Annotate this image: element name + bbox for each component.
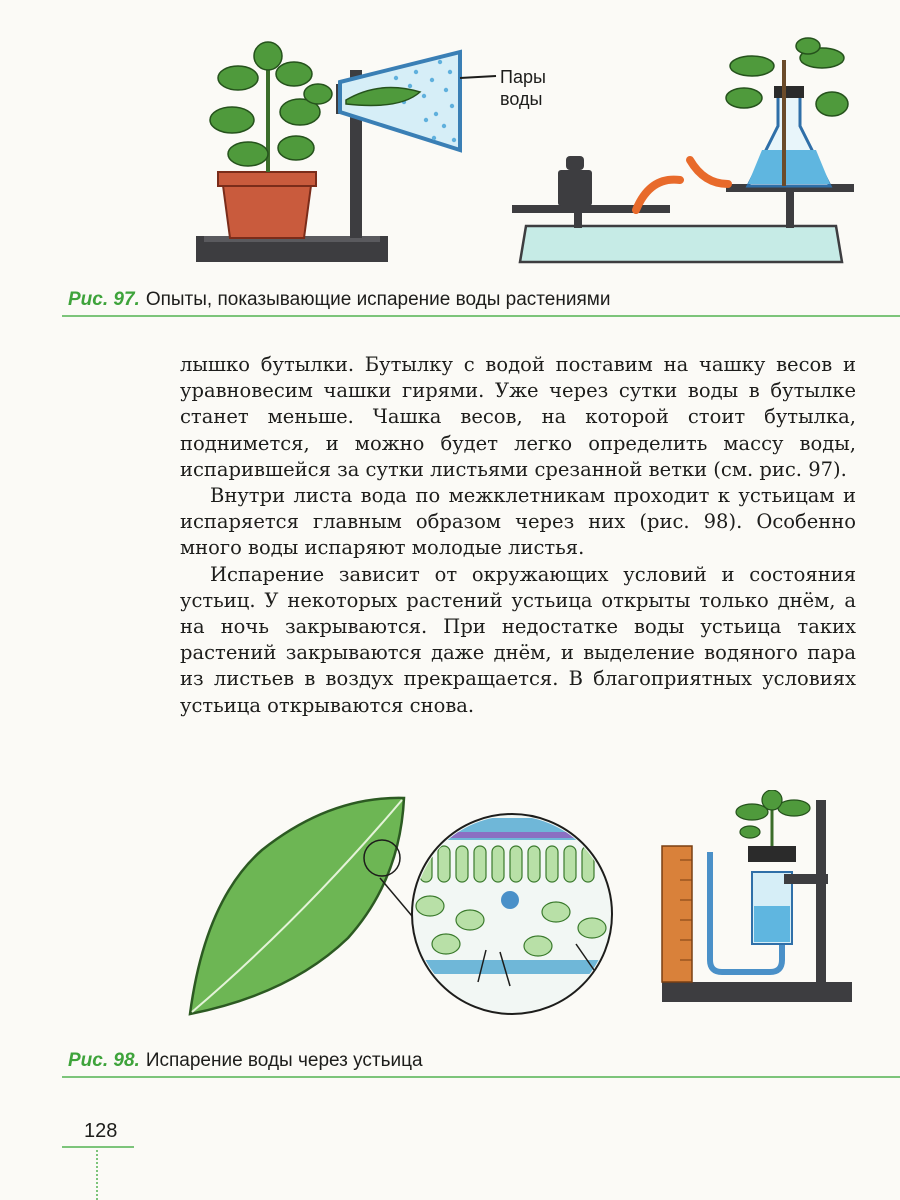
paragraph-1: лышко бутылки. Бутылку с водой поставим на чашку весов и уравновесим чашки гирями. Уже через сутки воды в бутылке станет меньше. Чашка весов, на которой стоит бутылка, поднимется, и можно будет легко определить массу воды, испарившейся за сутки листьями срезанной ветки (см. рис. 97). xyxy=(180,353,856,481)
potted-plant xyxy=(210,42,332,172)
caption-rule-97 xyxy=(62,315,900,317)
figure-97-caption-label: Рис. 97. xyxy=(68,289,140,310)
leaf-cross-section xyxy=(410,814,620,1014)
caption-rule-98 xyxy=(62,1076,900,1078)
vapor-label-line-2: воды xyxy=(500,89,543,109)
scale-pointers xyxy=(636,160,728,210)
page-number-rule xyxy=(62,1146,134,1148)
figure-97-caption xyxy=(68,289,610,311)
vapor-label-line-1: Пары xyxy=(500,67,546,87)
vapor-label xyxy=(500,66,546,110)
figure-98-caption xyxy=(68,1050,423,1072)
flower-pot xyxy=(218,172,316,238)
page-number: 128 xyxy=(84,1120,118,1142)
figure-98-illustration xyxy=(180,790,870,1025)
paragraph-3: Испарение зависит от окружающих условий и состояния устьиц. У некоторых растений устьица открыты только днём, а на ночь закрываются. При недостатке воды устьица таких растений закрываются даже днём, и выделение водяного пара из листьев в воздух прекращается. В благоприятных условиях устьица открываются снова. xyxy=(180,562,856,717)
body-text xyxy=(180,352,856,719)
paragraph-2: Внутри листа вода по межклетникам проходит к устьицам и испаряется главным образом через них (рис. 98). Особенно много воды испаряют молодые листья. xyxy=(180,484,856,560)
potometer-apparatus xyxy=(662,790,852,1002)
leaf xyxy=(190,798,412,1014)
figure-97-caption-text: Опыты, показывающие испарение воды растениями xyxy=(145,289,611,310)
figure-98-caption-text: Испарение воды через устьица xyxy=(145,1050,423,1071)
weight xyxy=(558,156,592,206)
margin-dotted-line xyxy=(96,1150,98,1200)
figure-98-caption-label: Рис. 98. xyxy=(68,1050,140,1071)
